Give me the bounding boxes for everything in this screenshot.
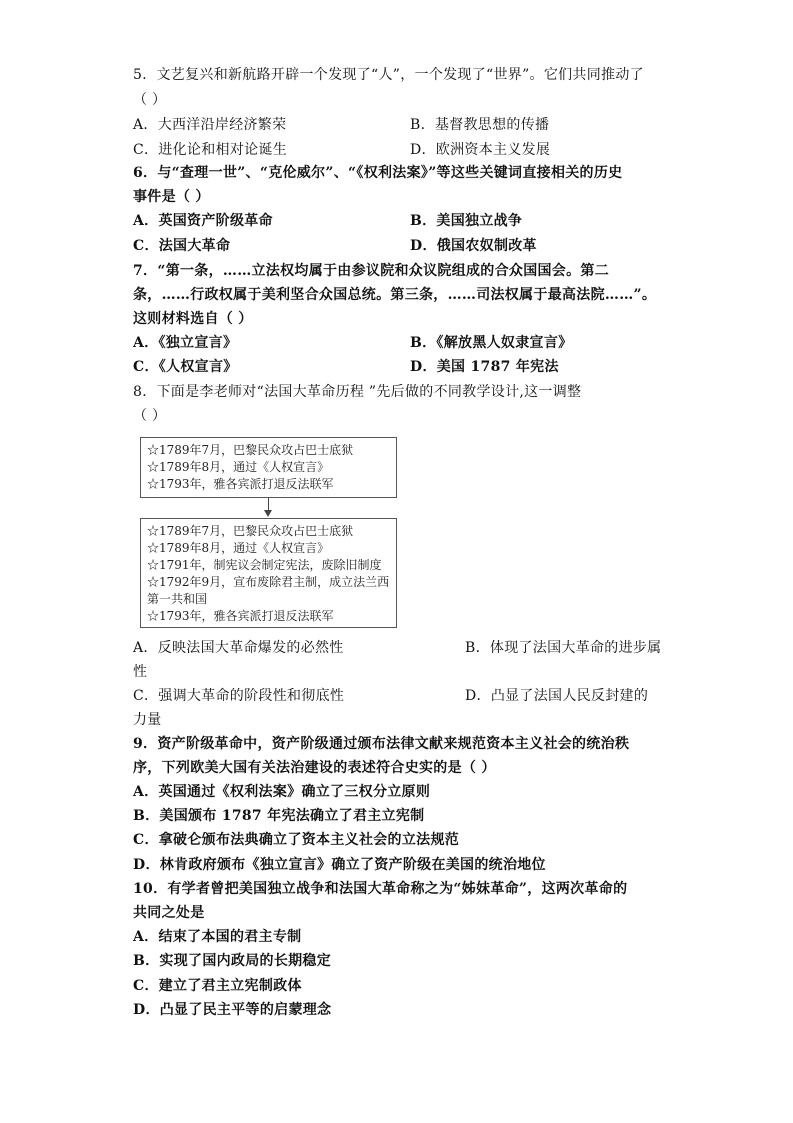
q10-option-b[interactable]: B．实现了国内政局的长期稳定 bbox=[133, 953, 332, 969]
q9-option-d[interactable]: D．林肯政府颁布《独立宣言》确立了资产阶级在美国的统治地位 bbox=[133, 857, 546, 873]
q10-option-a[interactable]: A．结束了本国的君主专制 bbox=[133, 929, 302, 945]
q9-option-a[interactable]: A．英国通过《权利法案》确立了三权分立原则 bbox=[133, 784, 431, 800]
q7-option-d[interactable]: D．美国 1787 年宪法 bbox=[410, 359, 559, 375]
q7-stem-line1: 7．“第一条，……立法权均属于由参议院和众议院组成的合众国国会。第二 bbox=[133, 263, 609, 279]
q9-stem-line1: 9．资产阶级革命中，资产阶级通过颁布法律文献来规范资本主义社会的统治秩 bbox=[133, 736, 630, 752]
q9-stem-line2: 序，下列欧美大国有关法治建设的表述符合史实的是（ ） bbox=[133, 760, 496, 776]
q8-option-b-wrap: 性 bbox=[133, 664, 148, 680]
q6-option-a[interactable]: A．英国资产阶级革命 bbox=[133, 213, 273, 229]
q9-option-b[interactable]: B．美国颁布 1787 年宪法确立了君主立宪制 bbox=[133, 808, 425, 824]
q8-box1-item: ☆1789年7月，巴黎民众攻占巴士底狱 bbox=[147, 443, 354, 457]
q8-box2-item: ☆1792年9月，宣布废除君主制，成立法兰西 bbox=[147, 575, 390, 589]
q5-option-b[interactable]: B．基督教思想的传播 bbox=[410, 117, 550, 133]
q8-option-d-wrap: 力量 bbox=[133, 712, 162, 728]
q7-option-b[interactable]: B．《解放黑人奴隶宣言》 bbox=[410, 335, 573, 351]
q6-option-b[interactable]: B．美国独立战争 bbox=[410, 213, 523, 229]
q5-option-c[interactable]: C．进化论和相对论诞生 bbox=[133, 142, 288, 158]
q7-stem-line3: 这则材料选自（ ） bbox=[133, 311, 253, 327]
q6-stem-line2: 事件是（ ） bbox=[133, 189, 210, 205]
q8-box2-item: ☆1793年，雅各宾派打退反法联军 bbox=[147, 609, 334, 623]
q8-stem-line1: 8．下面是李老师对“法国大革命历程 ”先后做的不同教学设计,这一调整 bbox=[133, 384, 582, 400]
q10-stem-line2: 共同之处是 bbox=[133, 905, 205, 921]
q8-option-d[interactable]: D．凸显了法国人民反封建的 bbox=[465, 688, 649, 704]
q8-box1-item: ☆1793年，雅各宾派打退反法联军 bbox=[147, 477, 334, 491]
q7-stem-line2: 条，……行政权属于美利坚合众国总统。第三条，……司法权属于最高法院……”。 bbox=[133, 287, 657, 303]
q7-option-c[interactable]: C．《人权宣言》 bbox=[133, 359, 238, 375]
q5-stem-line2: （ ） bbox=[133, 92, 167, 108]
q10-stem-line1: 10．有学者曾把美国独立战争和法国大革命称之为“姊妹革命”，这两次革命的 bbox=[133, 881, 628, 897]
q8-box2-item: ☆1791年，制宪议会制定宪法，废除旧制度 bbox=[147, 558, 382, 572]
q8-stem-line2: （ ） bbox=[133, 408, 167, 424]
down-arrow-icon bbox=[264, 510, 272, 517]
q8-box2-item: ☆1789年8月，通过《人权宣言》 bbox=[147, 541, 330, 555]
q7-option-a[interactable]: A．《独立宣言》 bbox=[133, 335, 238, 351]
q6-option-c[interactable]: C．法国大革命 bbox=[133, 238, 231, 254]
q8-design-box-2 bbox=[140, 518, 397, 628]
q5-stem-line1: 5．文艺复兴和新航路开辟一个发现了“人”，一个发现了“世界”。它们共同推动了 bbox=[133, 67, 644, 83]
q5-option-a[interactable]: A．大西洋沿岸经济繁荣 bbox=[133, 117, 287, 133]
q9-option-c[interactable]: C．拿破仑颁布法典确立了资本主义社会的立法规范 bbox=[133, 832, 460, 848]
q5-option-d[interactable]: D．欧洲资本主义发展 bbox=[410, 142, 551, 158]
q10-option-c[interactable]: C．建立了君主立宪制政体 bbox=[133, 978, 302, 994]
q8-option-b[interactable]: B．体现了法国大革命的进步属 bbox=[465, 640, 662, 656]
q8-box1-item: ☆1789年8月，通过《人权宣言》 bbox=[147, 460, 330, 474]
q6-option-d[interactable]: D．俄国农奴制改革 bbox=[410, 238, 537, 254]
q8-box2-item: ☆1789年7月，巴黎民众攻占巴士底狱 bbox=[147, 524, 354, 538]
q6-stem-line1: 6．与“查理一世”、“克伦威尔”、“《权利法案》”等这些关键词直接相关的历史 bbox=[133, 165, 623, 181]
q10-option-d[interactable]: D．凸显了民主平等的启蒙理念 bbox=[133, 1002, 332, 1018]
q8-option-a[interactable]: A．反映法国大革命爆发的必然性 bbox=[133, 640, 344, 656]
q8-design-box-1 bbox=[140, 437, 397, 498]
q8-box2-item: 第一共和国 bbox=[147, 592, 208, 606]
q8-option-c[interactable]: C．强调大革命的阶段性和彻底性 bbox=[133, 688, 345, 704]
